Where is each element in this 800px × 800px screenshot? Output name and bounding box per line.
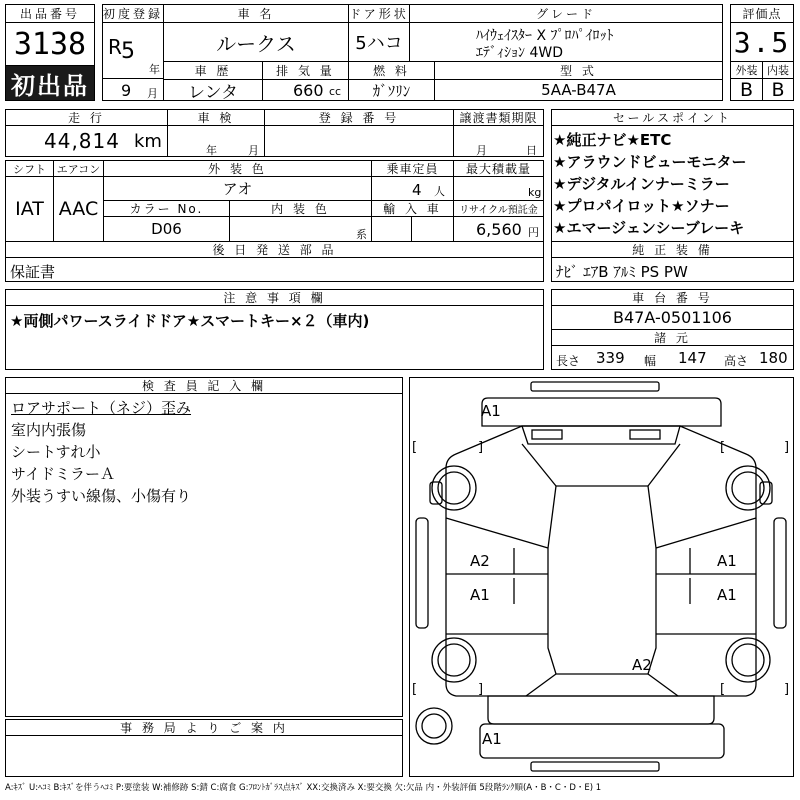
- sales-point-item: ★エマージェンシーブレーキ: [553, 219, 745, 237]
- sales-points-box: [551, 125, 794, 242]
- fuel: ｶﾞｿﾘﾝ: [348, 79, 435, 101]
- inspector-line: 室内内張傷: [11, 421, 87, 439]
- wiper-right: [630, 430, 660, 439]
- mark-right-front-door: A1: [717, 552, 737, 570]
- max-load-unit: kg: [528, 186, 542, 199]
- wheel-front-right-inner: [732, 472, 764, 504]
- legend: A:ｷｽﾞ U:ﾍｺﾐ B:ｷｽﾞを伴うﾍｺﾐ P:要塗装 W:補修跡 S:錆 C:腐食 G:ﾌﾛﾝﾄｶﾞﾗｽ点ｷｽﾞ XX:交換済み X:要交換 欠:欠品 内・外装評価 5段階ﾗﾝｸ順(A・B・C・D・E) 1: [5, 783, 602, 793]
- history: レンタ: [163, 79, 263, 101]
- rear-panel: [488, 696, 714, 724]
- front-door-top-right: [656, 518, 756, 548]
- c-pillar-left: [526, 674, 556, 696]
- grade-line-2: ｴﾃﾞｨｼｮﾝ 4WD: [476, 45, 563, 61]
- capacity-box: [371, 176, 454, 201]
- color-number-label: カラー No.: [103, 200, 230, 217]
- registration-number-label: 登 録 番 号: [264, 109, 454, 126]
- interior-color-box: [229, 216, 372, 242]
- capacity-unit: 人: [434, 185, 445, 198]
- later-parts-label: 後 日 発 送 部 品: [5, 241, 544, 258]
- capacity: 4: [412, 181, 422, 199]
- wiper-left: [532, 430, 562, 439]
- displacement-unit: cc: [329, 85, 342, 98]
- first-registration-label: 初度登録: [102, 4, 164, 23]
- sales-point-item: ★純正ナビ★ETC: [553, 131, 672, 149]
- displacement-box: [262, 79, 349, 101]
- recycle-box: [453, 216, 544, 242]
- inspector-label: 検 査 員 記 入 欄: [5, 377, 403, 394]
- inspector-line: ロアサポート（ネジ）歪み: [11, 399, 192, 417]
- import-label: 輸 入 車: [371, 200, 454, 217]
- rear-bumper: [480, 724, 724, 758]
- reg-month: 9: [121, 81, 132, 100]
- width-value: 147: [678, 349, 707, 367]
- sales-point-item: ★アラウンドビューモニター: [553, 153, 747, 171]
- sales-point-item: ★プロパイロット★ソナー: [553, 197, 730, 215]
- registration-number-box: [264, 125, 454, 157]
- interior-color-unit: 系: [356, 228, 367, 241]
- era: R: [108, 35, 122, 59]
- bracket-open: [: [412, 682, 418, 697]
- displacement: 660: [293, 81, 324, 100]
- model-code: 5AA-B47A: [434, 79, 723, 101]
- right-sill: [774, 518, 786, 628]
- transfer-month-unit: 月: [476, 144, 487, 157]
- ac: AAC: [53, 176, 104, 242]
- windshield: [522, 426, 680, 444]
- wheel-rear-right-inner: [732, 644, 764, 676]
- car-diagram-frame: [409, 377, 794, 777]
- genuine-equipment-box: [551, 257, 794, 282]
- mark-rear-bumper: A1: [482, 730, 502, 748]
- score-label: 評価点: [730, 4, 794, 23]
- later-parts: 保証書: [10, 263, 56, 281]
- interior-grade-label: 内装: [762, 61, 794, 79]
- bracket-open: [: [412, 440, 418, 455]
- max-load-box: [453, 176, 544, 201]
- inspector-box: [5, 393, 403, 717]
- a-pillar-left: [522, 444, 556, 486]
- rear-bumper-bottom: [531, 762, 659, 771]
- recycle-label: リサイクル預託金: [453, 200, 544, 217]
- specs-box: [551, 345, 794, 370]
- car-name: ルークス: [163, 22, 349, 62]
- specs-label: 諸 元: [551, 329, 794, 346]
- exterior-color-label: 外 装 色: [103, 160, 372, 177]
- exterior-color: アオ: [103, 176, 372, 201]
- mileage-unit: km: [134, 131, 162, 152]
- bracket-close: ]: [478, 682, 484, 697]
- notes-text: ★両側パワースライドドア★スマートキー×２（車内): [10, 312, 370, 330]
- height-value: 180: [759, 349, 788, 367]
- notes-label: 注 意 事 項 欄: [5, 289, 544, 306]
- model-label: 型 式: [434, 61, 723, 80]
- shift-label: シフト: [5, 160, 54, 177]
- office-box: [5, 735, 403, 777]
- car-name-label: 車 名: [163, 4, 349, 23]
- width-label: 幅: [644, 354, 657, 368]
- inspector-line: 外装うすい線傷、小傷有り: [11, 487, 192, 505]
- bracket-close: ]: [784, 682, 790, 697]
- capacity-label: 乗車定員: [371, 160, 454, 177]
- bracket-close: ]: [784, 440, 790, 455]
- max-load-label: 最大積載量: [453, 160, 544, 177]
- exterior-grade: B: [730, 78, 763, 101]
- c-pillar-right: [648, 674, 678, 696]
- import-box-2: [411, 216, 454, 242]
- door-label: ドア形状: [348, 4, 410, 23]
- mark-left-rear-door: A1: [470, 586, 490, 604]
- roof-outline: [548, 486, 656, 674]
- inspection-year-unit: 年: [206, 144, 217, 157]
- recycle-unit: 円: [528, 226, 539, 239]
- year-unit: 年: [149, 63, 160, 76]
- mileage: 44,814: [44, 129, 120, 153]
- grade-box: [409, 22, 723, 62]
- history-label: 車 歴: [163, 61, 263, 80]
- recycle-fee: 6,560: [476, 220, 522, 239]
- shift: IAT: [5, 176, 54, 242]
- grade-line-1: ﾊｲｳｪｲｽﾀｰ X ﾌﾟﾛﾊﾟｲﾛｯﾄ: [476, 28, 614, 44]
- interior-grade: B: [762, 78, 794, 101]
- left-sill: [416, 518, 428, 628]
- month-unit: 月: [147, 87, 158, 100]
- exterior-grade-label: 外装: [730, 61, 763, 79]
- chassis-label: 車 台 番 号: [551, 289, 794, 306]
- interior-color-label: 内 装 色: [229, 200, 372, 217]
- first-registration-box: [102, 22, 164, 79]
- score: 3.5: [730, 22, 794, 62]
- inspection-label: 車 検: [167, 109, 265, 126]
- mark-right-rear-door: A1: [717, 586, 737, 604]
- door-type: 5ハコ: [348, 22, 410, 62]
- color-number: D06: [103, 216, 230, 242]
- mileage-box: [5, 125, 168, 157]
- grade-label: グレード: [409, 4, 723, 23]
- genuine-equipment-label: 純 正 装 備: [551, 241, 794, 258]
- first-listing-badge: 初出品: [5, 65, 95, 101]
- body-outline: [446, 426, 756, 696]
- bracket-open: [: [720, 440, 726, 455]
- reg-month-box: [102, 78, 164, 101]
- front-door-top-left: [446, 518, 548, 548]
- sales-point-item: ★デジタルインナーミラー: [553, 175, 730, 193]
- inspector-line: サイドミラーＡ: [11, 465, 115, 483]
- office-label: 事 務 局 よ り ご 案 内: [5, 719, 403, 736]
- lot-number-label: 出品番号: [5, 4, 95, 23]
- lot-number: 3138: [5, 22, 95, 66]
- inspection-month-unit: 月: [248, 144, 259, 157]
- spare-tire-inner: [422, 714, 446, 738]
- displacement-label: 排 気 量: [262, 61, 349, 80]
- chassis-number: B47A-0501106: [551, 305, 794, 330]
- wheel-rear-left-inner: [438, 644, 470, 676]
- reg-year: 5: [121, 39, 135, 64]
- fuel-label: 燃 料: [348, 61, 435, 80]
- mark-rear-body: A2: [632, 656, 652, 674]
- a-pillar-right: [648, 444, 680, 486]
- bracket-open: [: [720, 682, 726, 697]
- notes-box: [5, 305, 544, 370]
- ac-label: エアコン: [53, 160, 104, 177]
- transfer-deadline-label: 譲渡書類期限: [453, 109, 544, 126]
- import-box-1: [371, 216, 412, 242]
- front-bumper-top: [531, 382, 659, 391]
- bracket-close: ]: [478, 440, 484, 455]
- transfer-deadline-box: [453, 125, 544, 157]
- later-parts-box: [5, 257, 544, 282]
- genuine-equipment: ﾅﾋﾞ ｴｱB ｱﾙﾐ PS PW: [556, 263, 688, 281]
- length-label: 長さ: [556, 354, 581, 368]
- transfer-day-unit: 日: [526, 144, 537, 157]
- mark-left-front-door: A2: [470, 552, 490, 570]
- mileage-label: 走 行: [5, 109, 168, 126]
- inspection-box: [167, 125, 265, 157]
- length-value: 339: [596, 349, 625, 367]
- car-diagram: [410, 378, 793, 776]
- wheel-front-left-inner: [438, 472, 470, 504]
- sales-points-label: セールスポイント: [551, 109, 794, 126]
- inspector-line: シートすれ小: [11, 443, 101, 461]
- height-label: 高さ: [724, 354, 749, 368]
- mark-front: A1: [481, 402, 501, 420]
- hood-outline: [482, 398, 721, 426]
